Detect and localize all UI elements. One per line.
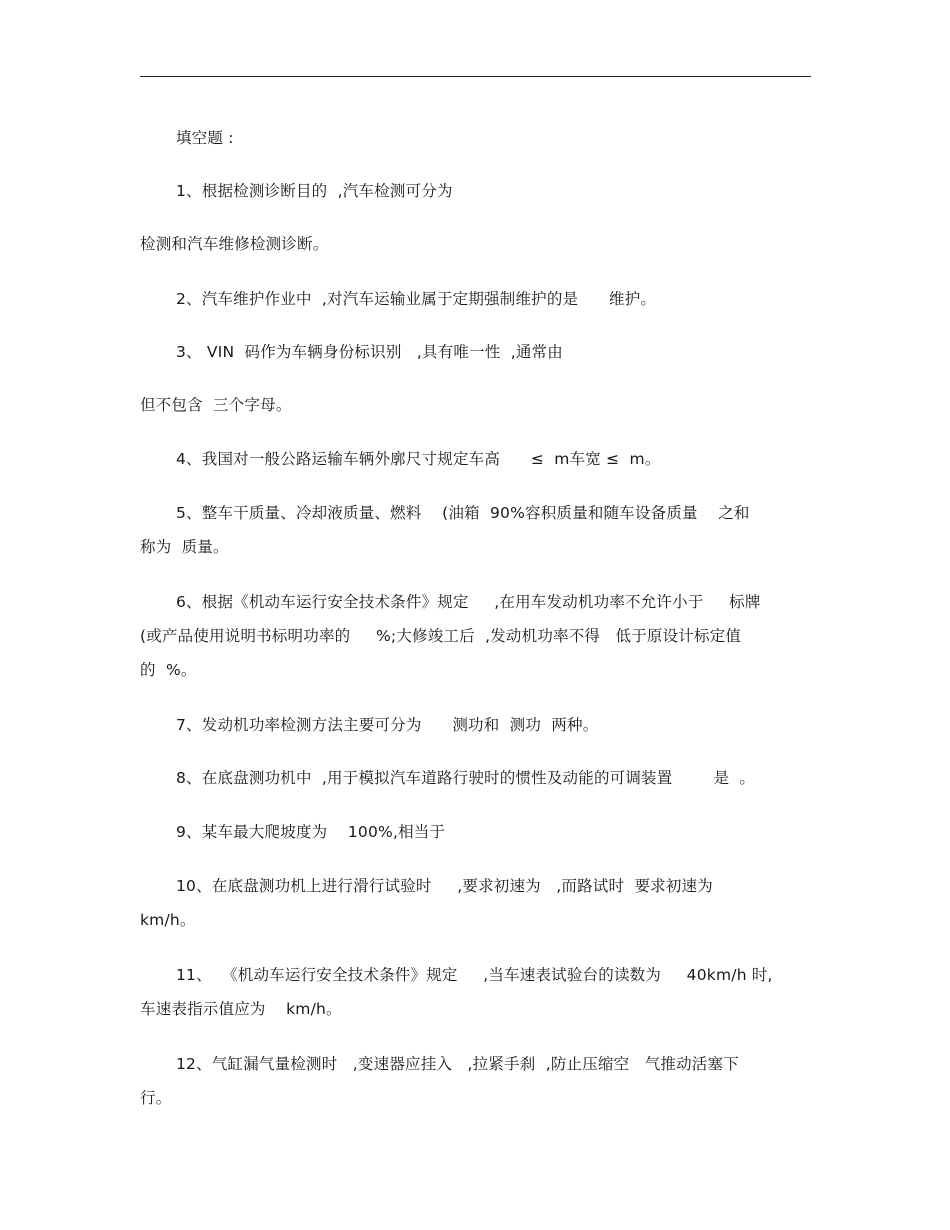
question-10: 10、在底盘测功机上进行滑行试验时 ,要求初速为 ,而路试时 要求初速为 <box>176 877 713 895</box>
question-2: 2、汽车维护作业中 ,对汽车运输业属于定期强制维护的是 维护。 <box>176 290 657 308</box>
question-6-cont-2: 的 %。 <box>140 661 197 679</box>
question-4: 4、我国对一般公路运输车辆外廓尺寸规定车高 ≤ m车宽 ≤ m。 <box>176 450 661 468</box>
question-11-cont: 车速表指示值应为 km/h。 <box>140 1000 342 1018</box>
question-9: 9、某车最大爬坡度为 100%,相当于 <box>176 823 446 841</box>
question-5-cont: 称为 质量。 <box>140 538 229 556</box>
question-10-cont: km/h。 <box>140 911 196 929</box>
question-1-cont: 检测和汽车维修检测诊断。 <box>140 235 329 253</box>
question-7: 7、发动机功率检测方法主要可分为 测功和 测功 两种。 <box>176 716 599 734</box>
question-1: 1、根据检测诊断目的 ,汽车检测可分为 <box>176 182 453 200</box>
section-heading: 填空题 : <box>176 129 234 147</box>
question-6-cont-1: (或产品使用说明书标明功率的 %;大修竣工后 ,发动机功率不得 低于原设计标定值 <box>140 627 742 645</box>
question-12: 12、气缸漏气量检测时 ,变速器应挂入 ,拉紧手刹 ,防止压缩空 气推动活塞下 <box>176 1055 739 1073</box>
question-6: 6、根据《机动车运行安全技术条件》规定 ,在用车发动机功率不允许小于 标牌 <box>176 593 761 611</box>
question-5: 5、整车干质量、冷却液质量、燃料 (油箱 90%容积质量和随车设备质量 之和 <box>176 504 750 522</box>
question-11: 11、 《机动车运行安全技术条件》规定 ,当车速表试验台的读数为 40km/h 时, <box>176 966 773 984</box>
question-3: 3、 VIN 码作为车辆身份标识别 ,具有唯一性 ,通常由 <box>176 343 564 361</box>
question-3-cont: 但不包含 三个字母。 <box>140 396 292 414</box>
header-rule <box>140 76 811 77</box>
question-12-cont: 行。 <box>140 1089 172 1107</box>
question-8: 8、在底盘测功机中 ,用于模拟汽车道路行驶时的惯性及动能的可调装置 是 。 <box>176 769 756 787</box>
